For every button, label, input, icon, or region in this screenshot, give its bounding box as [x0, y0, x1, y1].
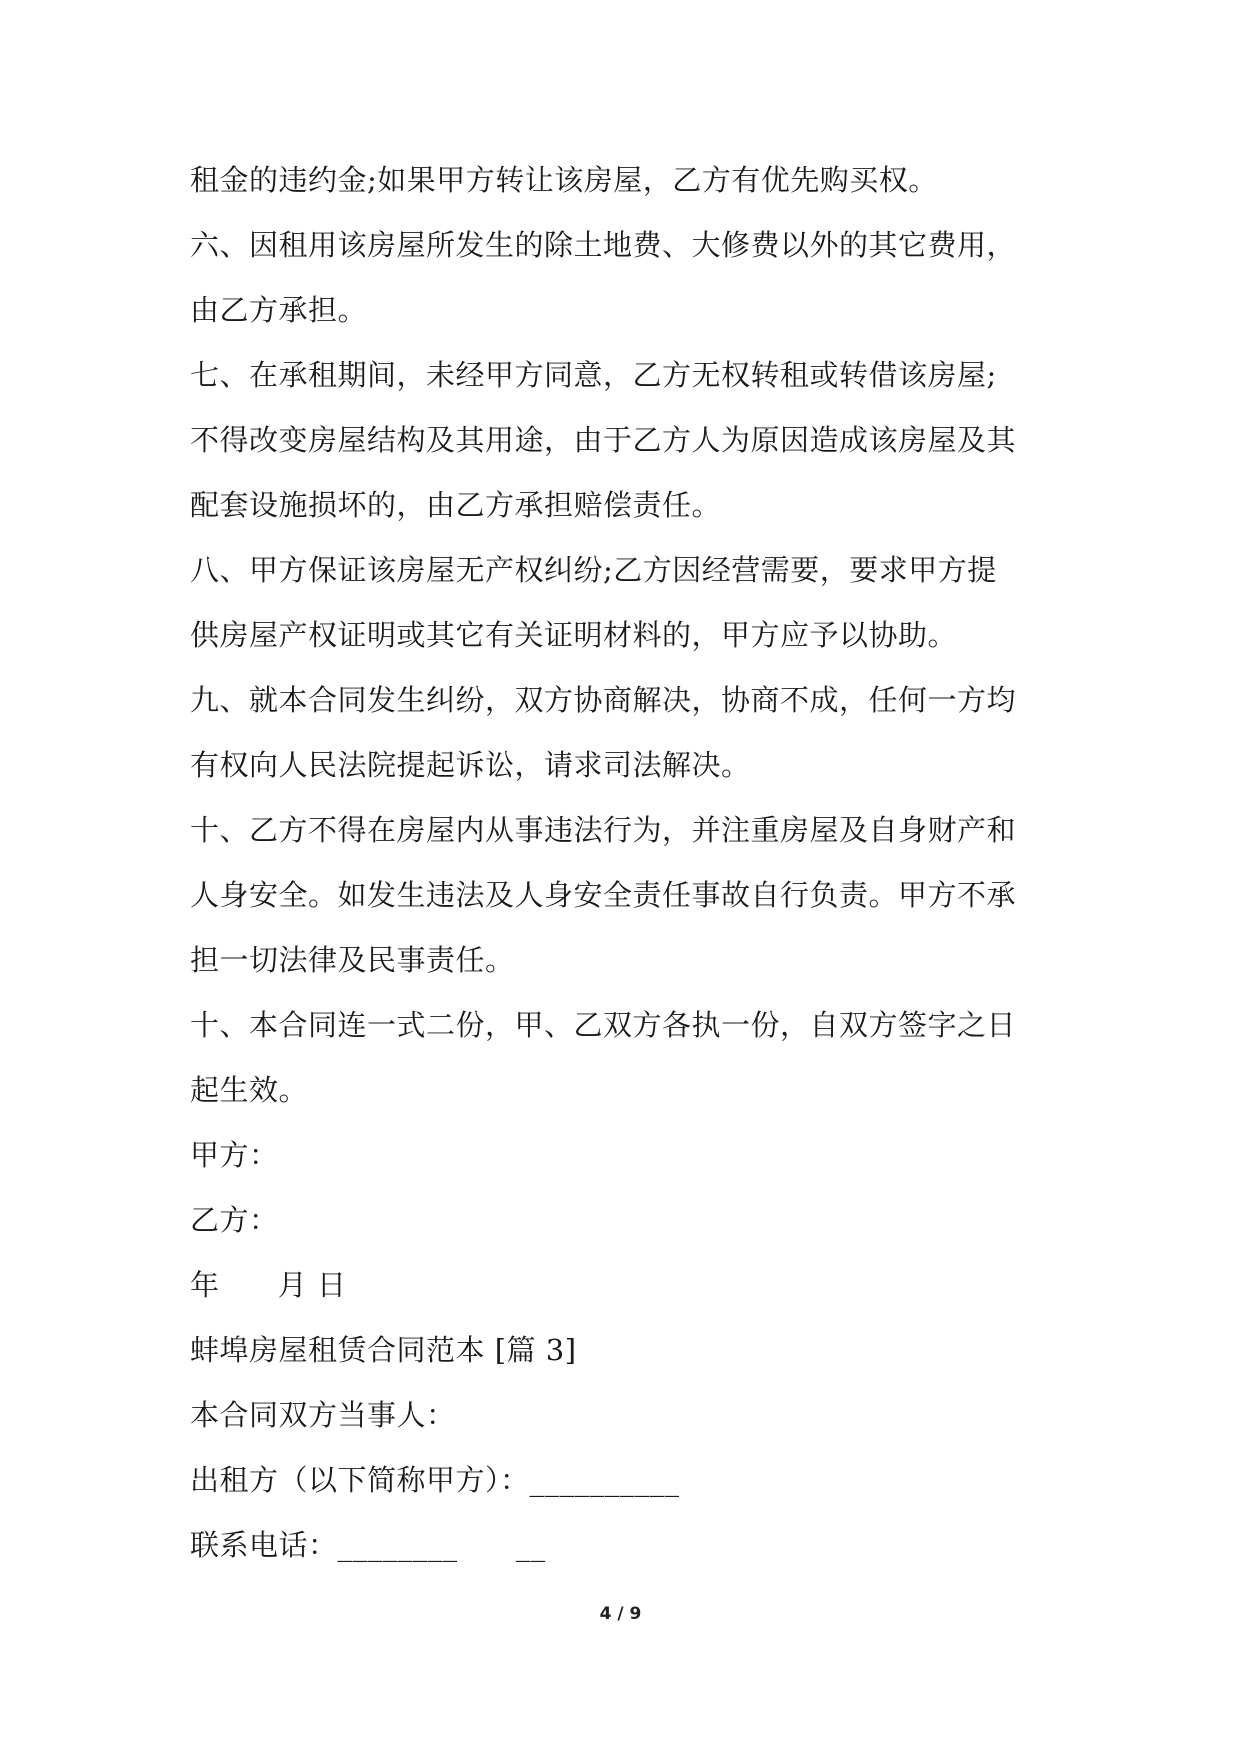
page-number: 4 / 9	[599, 1604, 642, 1624]
text-line: 供房屋产权证明或其它有关证明材料的，甲方应予以协助。	[190, 618, 958, 652]
text-line: 起生效。	[190, 1073, 309, 1107]
text-line: 不得改变房屋结构及其用途，由于乙方人为原因造成该房屋及其	[190, 423, 1017, 457]
text-line: 人身安全。如发生违法及人身安全责任事故自行负责。甲方不承	[190, 878, 1017, 912]
document-body	[190, 148, 1070, 1578]
text-line: 六、因租用该房屋所发生的除土地费、大修费以外的其它费用，	[190, 228, 1017, 262]
text-line: 配套设施损坏的，由乙方承担赔偿责任。	[190, 488, 722, 522]
section-title: 蚌埠房屋租赁合同范本 [篇 3]	[190, 1333, 577, 1367]
text-line: 本合同双方当事人：	[190, 1398, 456, 1432]
text-line: 十、乙方不得在房屋内从事违法行为，并注重房屋及自身财产和	[190, 813, 1017, 847]
text-line: 七、在承租期间，未经甲方同意，乙方无权转租或转借该房屋;	[190, 358, 997, 392]
party-a-signature-label: 甲方：	[190, 1138, 279, 1172]
text-line: 八、甲方保证该房屋无产权纠纷;乙方因经营需要，要求甲方提	[190, 553, 997, 587]
party-b-signature-label: 乙方：	[190, 1203, 279, 1237]
lessor-field-line: 出租方（以下简称甲方）：__________	[190, 1463, 680, 1497]
phone-field-line: 联系电话：________ __	[190, 1528, 546, 1562]
text-line: 十、本合同连一式二份，甲、乙双方各执一份，自双方签字之日	[190, 1008, 1017, 1042]
text-line: 有权向人民法院提起诉讼，请求司法解决。	[190, 748, 751, 782]
text-line: 九、就本合同发生纠纷，双方协商解决，协商不成，任何一方均	[190, 683, 1017, 717]
text-line: 担一切法律及民事责任。	[190, 943, 515, 977]
date-line: 年 月 日	[190, 1268, 347, 1302]
text-line: 由乙方承担。	[190, 293, 368, 327]
text-line: 租金的违约金;如果甲方转让该房屋，乙方有优先购买权。	[190, 163, 938, 197]
